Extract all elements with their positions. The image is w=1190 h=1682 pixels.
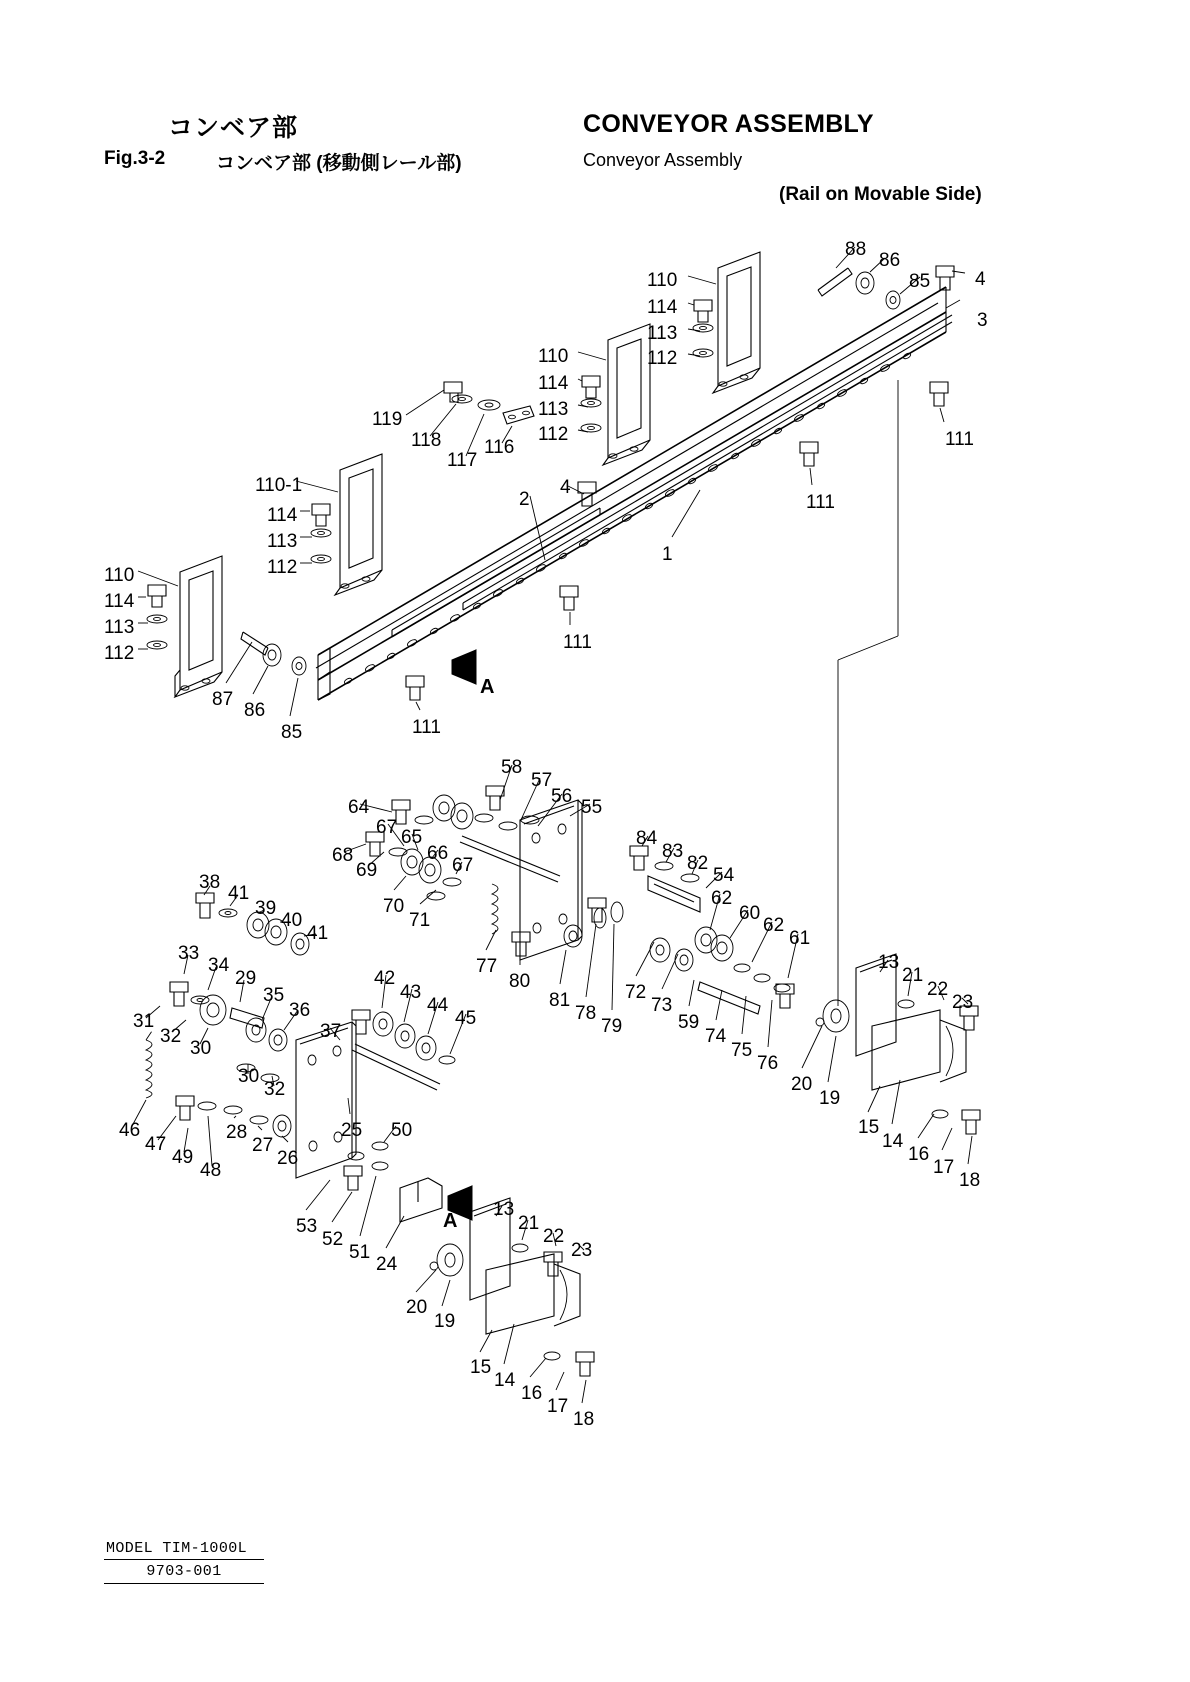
callout-number: 111: [806, 492, 835, 513]
callout-number: 79: [601, 1016, 623, 1037]
callout-number: 49: [172, 1147, 194, 1168]
callout-number: 110: [538, 346, 569, 367]
callout-number: 20: [406, 1297, 428, 1318]
callout-number: 30: [190, 1038, 212, 1059]
callout-number: 4: [560, 477, 571, 498]
callout-number: 86: [879, 250, 901, 271]
callout-number: 84: [636, 828, 658, 849]
fastener-stack-110-1: [311, 504, 331, 563]
callout-number: 73: [651, 995, 673, 1016]
callout-number: 25: [341, 1120, 363, 1141]
drawing-code: 9703-001: [146, 1563, 222, 1580]
footer-divider-bottom: [104, 1583, 264, 1584]
callout-number: 74: [705, 1026, 727, 1047]
callout-number: 14: [494, 1370, 516, 1391]
callout-number: 82: [687, 853, 709, 874]
callout-number: 70: [383, 896, 405, 917]
callout-number: 71: [409, 910, 431, 931]
callout-number: 110: [104, 565, 135, 586]
callout-number: 117: [447, 450, 478, 471]
callout-number: 110: [647, 270, 678, 291]
callout-number: 112: [104, 643, 135, 664]
callout-number: 111: [563, 632, 592, 653]
callout-number: 75: [731, 1040, 753, 1061]
callout-number: 16: [521, 1383, 543, 1404]
callout-number: 114: [647, 297, 678, 318]
callout-number: 67: [452, 855, 474, 876]
callout-number: 113: [104, 617, 135, 638]
callout-number: 113: [647, 323, 678, 344]
callout-number: 50: [391, 1120, 413, 1141]
callout-number: 1: [662, 544, 673, 565]
section-reference-lines: [452, 380, 898, 1006]
callout-number: 15: [858, 1117, 880, 1138]
callout-number: 16: [908, 1144, 930, 1165]
callout-number: 4: [975, 269, 986, 290]
callout-number: 2: [519, 489, 530, 510]
callout-number: 58: [501, 757, 523, 778]
callout-number: 110-1: [255, 475, 303, 496]
callout-number: 36: [289, 1000, 311, 1021]
footer-block: [104, 1540, 264, 1584]
callout-number: 111: [945, 429, 974, 450]
callout-number: 22: [927, 979, 949, 1000]
callout-number: 119: [372, 409, 403, 430]
model-label: MODEL TIM-1000L: [106, 1540, 248, 1557]
callout-number: 116: [484, 437, 515, 458]
callout-number: 114: [267, 505, 298, 526]
callout-number: 65: [401, 827, 423, 848]
bracket-110-mid: [603, 324, 650, 465]
callout-number: 15: [470, 1357, 492, 1378]
figure-subtitle-jp: コンベア部 (移動側レール部): [216, 153, 462, 174]
plate-left-lower: [296, 1022, 356, 1178]
callout-number: 53: [296, 1216, 318, 1237]
callout-number: 31: [133, 1011, 155, 1032]
callout-number: 62: [711, 888, 733, 909]
callout-number: 77: [476, 956, 498, 977]
callout-number: 17: [547, 1396, 569, 1417]
callout-number: 118: [411, 430, 442, 451]
callout-number: 111: [412, 717, 441, 738]
callout-number: 13: [878, 952, 900, 973]
bracket-110-1: [335, 454, 382, 595]
callout-number: 33: [178, 943, 200, 964]
callout-number: 59: [678, 1012, 700, 1033]
callout-number: 114: [538, 373, 569, 394]
callout-number: 42: [374, 968, 396, 989]
callout-number: 32: [264, 1079, 286, 1100]
callout-number: 19: [434, 1311, 456, 1332]
callout-number: 3: [977, 310, 988, 331]
callout-number: 88: [845, 239, 867, 260]
callout-number: 64: [348, 797, 370, 818]
callout-number: 43: [400, 982, 422, 1003]
callout-number: 112: [538, 424, 569, 445]
motor-right: [816, 954, 980, 1134]
callout-number: 69: [356, 860, 378, 881]
callout-number: 34: [208, 955, 230, 976]
section-mark-label: A: [480, 676, 495, 698]
callout-number: 21: [902, 965, 924, 986]
callout-number: 41: [307, 923, 329, 944]
callout-number: 41: [228, 883, 250, 904]
figure-number: Fig.3-2: [104, 148, 166, 169]
page-title-en: CONVEYOR ASSEMBLY: [583, 110, 874, 138]
callout-number: 26: [277, 1148, 299, 1169]
callout-number: 62: [763, 915, 785, 936]
figure-subtitle-en: Conveyor Assembly: [583, 150, 743, 170]
callout-number: 24: [376, 1254, 398, 1275]
bolt-4-right: [936, 266, 954, 290]
callout-number: 13: [493, 1199, 515, 1220]
callout-number: 21: [518, 1213, 540, 1234]
callout-number: 18: [959, 1170, 981, 1191]
callout-number: 57: [531, 770, 553, 791]
bracket-110-right: [713, 252, 760, 393]
figure-variant-en: (Rail on Movable Side): [779, 184, 982, 205]
callout-number: 78: [575, 1003, 597, 1024]
callout-number: 60: [739, 903, 761, 924]
bracket-110-left: [175, 556, 222, 697]
callout-number: 80: [509, 971, 531, 992]
callout-number: 68: [332, 845, 354, 866]
callout-number: 54: [713, 865, 735, 886]
callout-number: 23: [952, 992, 974, 1013]
callout-number: 40: [281, 910, 303, 931]
callout-number: 113: [538, 399, 569, 420]
roller-assembly-86-right: [818, 268, 900, 309]
callout-number: 22: [543, 1226, 565, 1247]
callout-number: 32: [160, 1026, 182, 1047]
callout-number: 52: [322, 1229, 344, 1250]
callout-number: 17: [933, 1157, 955, 1178]
callout-number: 48: [200, 1160, 222, 1181]
bracket-24: [344, 1142, 442, 1222]
callout-number: 81: [549, 990, 571, 1011]
callout-number: 85: [909, 271, 931, 292]
callout-number: 39: [255, 898, 277, 919]
callout-number: 23: [571, 1240, 593, 1261]
callout-number: 83: [662, 841, 684, 862]
callout-number: 14: [882, 1131, 904, 1152]
callout-number: 37: [320, 1021, 342, 1042]
roller-assembly-116: [444, 382, 534, 424]
callout-number: 61: [789, 928, 811, 949]
callout-number: 35: [263, 985, 285, 1006]
callout-number: 38: [199, 872, 221, 893]
fastener-stack-110-right: [693, 300, 713, 357]
callout-number: 66: [427, 843, 449, 864]
callout-number: 47: [145, 1134, 167, 1155]
callout-number: 112: [267, 557, 298, 578]
callout-number: 113: [267, 531, 298, 552]
callout-number: 27: [252, 1135, 274, 1156]
callout-number: 30: [238, 1066, 260, 1087]
roller-assembly-86-left: [241, 632, 306, 675]
callout-number: 112: [647, 348, 678, 369]
fastener-stack-left: [147, 585, 167, 649]
callout-number: 45: [455, 1008, 477, 1029]
callout-number: 51: [349, 1242, 371, 1263]
callout-number: 19: [819, 1088, 841, 1109]
rail-beam-group: [316, 287, 952, 700]
callout-number: 55: [581, 797, 603, 818]
bolt-111-group: [406, 382, 948, 700]
callout-number: 87: [212, 689, 234, 710]
callout-number: 28: [226, 1122, 248, 1143]
callout-number: 18: [573, 1409, 595, 1430]
callout-number: 44: [427, 995, 449, 1016]
callout-number: 114: [104, 591, 135, 612]
fastener-stack-110-mid: [581, 376, 601, 432]
callout-number: 76: [757, 1053, 779, 1074]
callout-number: 72: [625, 982, 647, 1003]
section-mark-label: A: [443, 1210, 458, 1232]
callout-number: 85: [281, 722, 303, 743]
callout-number: 46: [119, 1120, 141, 1141]
callout-number: 20: [791, 1074, 813, 1095]
callout-number: 86: [244, 700, 266, 721]
callout-number: 67: [376, 817, 398, 838]
page-title-jp: コンベア部: [168, 114, 299, 142]
callout-number: 29: [235, 968, 257, 989]
section-arrow-upper: [452, 650, 476, 684]
callout-number: 56: [551, 786, 573, 807]
